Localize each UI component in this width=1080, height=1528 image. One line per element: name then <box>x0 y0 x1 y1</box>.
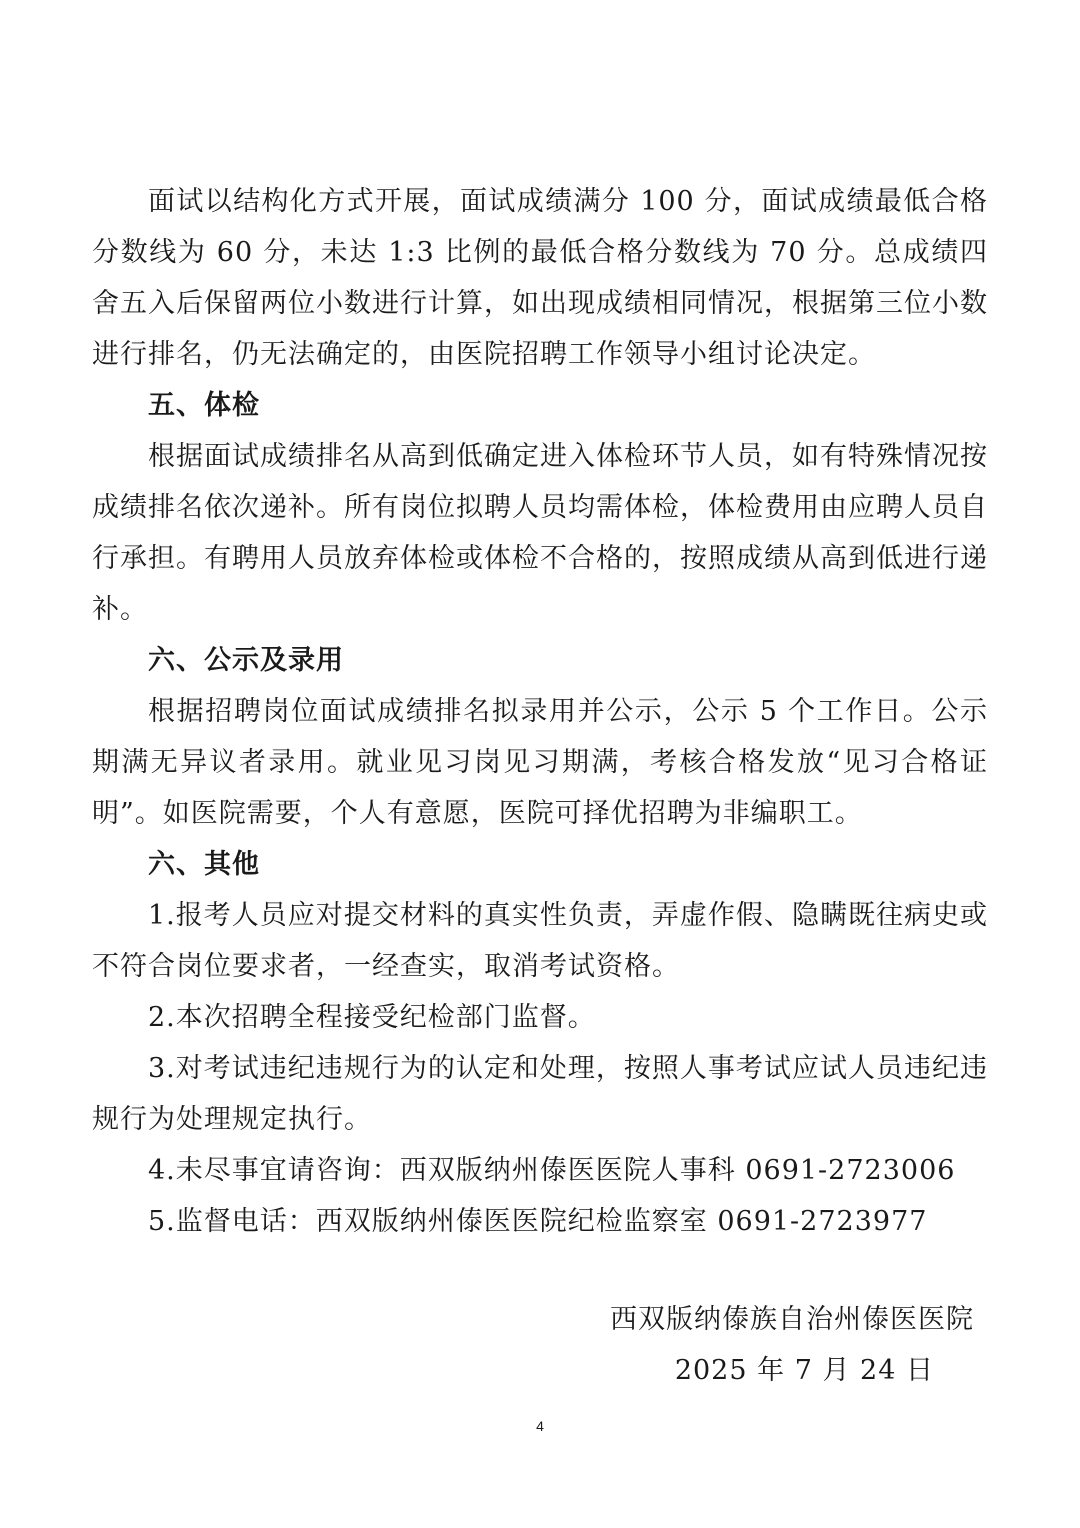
heading-physical-exam: 五、体检 <box>148 390 260 421</box>
document-body <box>92 176 988 1247</box>
paragraph-publicity-hiring: 根据招聘岗位面试成绩排名拟录用并公示，公示 5 个工作日。公示期满无异议者录用。就业见习岗见习期满，考核合格发放“见习合格证明”。如医院需要，个人有意愿，医院可择优招聘为非编职工。 <box>92 696 988 829</box>
paragraph-physical-exam: 根据面试成绩排名从高到低确定进入体检环节人员，如有特殊情况按成绩排名依次递补。所有岗位拟聘人员均需体检，体检费用由应聘人员自行承担。有聘用人员放弃体检或体检不合格的，按照成绩从高到低进行递补。 <box>92 441 988 625</box>
signature-organization: 西双版纳傣族自治州傣医医院 <box>610 1304 974 1335</box>
list-item-consult-phone: 4.未尽事宜请咨询：西双版纳州傣医医院人事科 0691-2723006 <box>148 1155 956 1186</box>
heading-publicity-hiring: 六、公示及录用 <box>148 645 344 676</box>
paragraph-interview-scoring: 面试以结构化方式开展，面试成绩满分 100 分，面试成绩最低合格分数线为 60 分，未达 1:3 比例的最低合格分数线为 70 分。总成绩四舍五入后保留两位小数进行计算，如出现成绩相同情况，根据第三位小数进行排名，仍无法确定的，由医院招聘工作领导小组讨论决定。 <box>92 186 988 370</box>
signature-block <box>560 1294 974 1396</box>
signature-date: 2025 年 7 月 24 日 <box>674 1355 934 1386</box>
page-number: 4 <box>536 1418 544 1434</box>
list-item-materials: 1.报考人员应对提交材料的真实性负责，弄虚作假、隐瞒既往病史或不符合岗位要求者，一经查实，取消考试资格。 <box>92 900 988 982</box>
list-item-violations: 3.对考试违纪违规行为的认定和处理，按照人事考试应试人员违纪违规行为处理规定执行。 <box>92 1053 988 1135</box>
list-item-supervision-phone: 5.监督电话：西双版纳州傣医医院纪检监察室 0691-2723977 <box>148 1206 928 1237</box>
list-item-supervision: 2.本次招聘全程接受纪检部门监督。 <box>148 1002 596 1033</box>
heading-other: 六、其他 <box>148 849 260 880</box>
